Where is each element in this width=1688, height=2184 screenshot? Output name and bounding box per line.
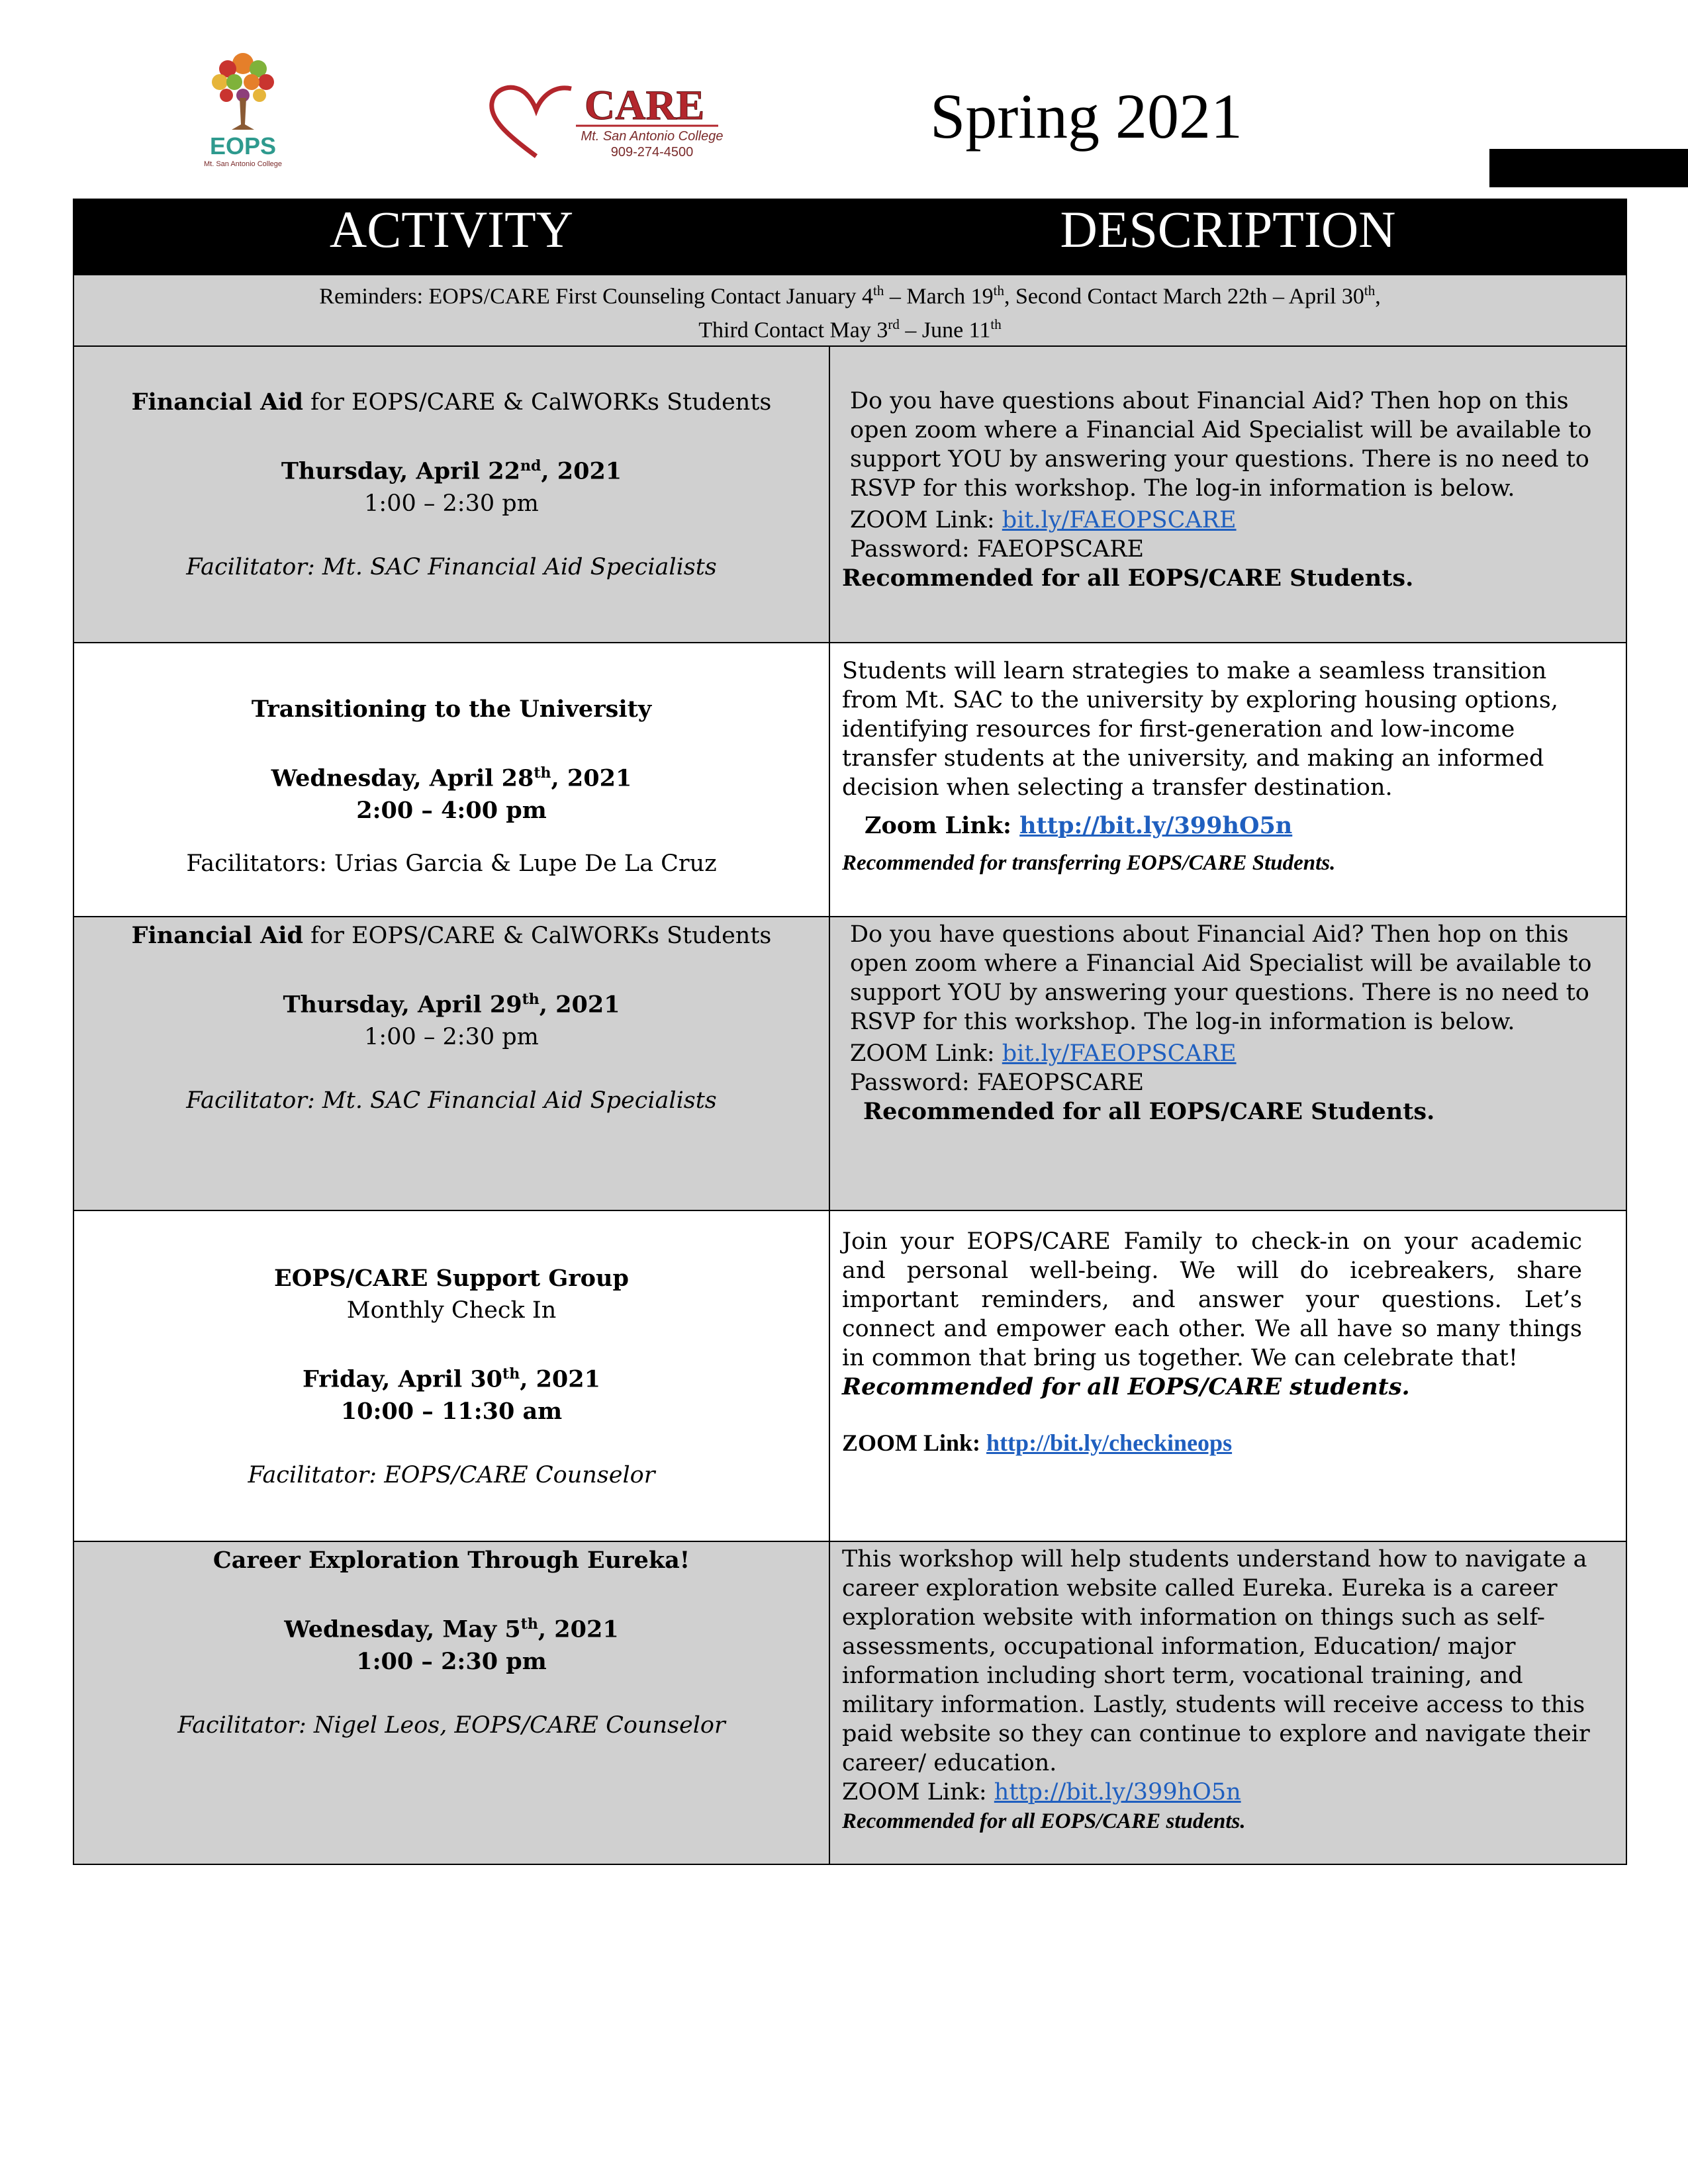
care-logo <box>487 78 725 164</box>
col-header-activity: ACTIVITY <box>73 199 829 275</box>
description-text: This workshop will help students understand how to navigate a career exploration website called Eureka. Eureka is a career exploration website with information on things such as self-assessments, occupational information, Education/ major information including short term, vocational training, and military information. Lastly, students will receive access to this paid website so they can continue to explore and navigate their career/ education. <box>842 1546 1590 1776</box>
activity-cell <box>73 643 829 917</box>
activity-title: Financial Aid for EOPS/CARE & CalWORKs Students <box>131 922 772 949</box>
activity-facilitator: Facilitator: Nigel Leos, EOPS/CARE Counselor <box>177 1711 726 1739</box>
activity-time: 1:00 – 2:30 pm <box>364 1023 539 1050</box>
description-text: Join your EOPS/CARE Family to check-in on your academic and personal well-being. We will do icebreakers, share important reminders, and answer your questions. Let’s connect and empower each other. We all have so many things in common that bring us together. We can celebrate that! <box>842 1228 1582 1371</box>
table-row <box>73 643 1626 917</box>
zoom-link[interactable]: http://bit.ly/399hO5n <box>994 1779 1241 1805</box>
description-text: Do you have questions about Financial Aid? Then hop on this open zoom where a Financial Aid Specialist will be available to support YOU by answering your questions. There is no need to RSVP for this workshop. The log-in information is below. <box>850 388 1592 502</box>
activity-title: Financial Aid for EOPS/CARE & CalWORKs Students <box>131 388 772 416</box>
reminder-row <box>73 275 1626 346</box>
activity-subtitle: Monthly Check In <box>346 1297 557 1324</box>
description-text: Do you have questions about Financial Aid? Then hop on this open zoom where a Financial Aid Specialist will be available to support YOU by answering your questions. There is no need to RSVP for this workshop. The log-in information is below. <box>850 921 1592 1035</box>
activity-facilitator: Facilitator: Mt. SAC Financial Aid Specialists <box>186 1087 717 1114</box>
svg-text:Mt. San Antonio College: Mt. San Antonio College <box>581 129 724 144</box>
description-cell <box>829 1541 1626 1864</box>
description-cell <box>829 346 1626 643</box>
activity-cell <box>73 1210 829 1541</box>
svg-text:Mt. San Antonio College: Mt. San Antonio College <box>203 160 283 168</box>
zoom-link[interactable]: http://bit.ly/checkineops <box>986 1430 1233 1456</box>
activity-time: 1:00 – 2:30 pm <box>364 490 539 517</box>
care-heart-icon <box>487 78 725 164</box>
zoom-link[interactable]: http://bit.ly/399hO5n <box>1019 812 1293 839</box>
eops-logo <box>193 38 293 171</box>
zoom-link[interactable]: bit.ly/FAEOPSCARE <box>1002 1040 1237 1067</box>
zoom-line: ZOOM Link: bit.ly/FAEOPSCARE <box>850 1040 1237 1067</box>
reminder-line-2: Third Contact May 3rd – June 11th <box>698 316 1002 343</box>
eops-tree-icon <box>193 38 293 171</box>
table-row <box>73 917 1626 1210</box>
password-line: Password: FAEOPSCARE <box>850 536 1145 563</box>
activity-cell <box>73 1541 829 1864</box>
recommendation: Recommended for all EOPS/CARE Students. <box>863 1098 1435 1125</box>
svg-text:CARE: CARE <box>585 81 705 128</box>
reminder-cell <box>73 275 1626 346</box>
recommendation: Recommended for all EOPS/CARE Students. <box>842 565 1414 592</box>
svg-text:909-274-4500: 909-274-4500 <box>610 145 694 159</box>
description-cell <box>829 643 1626 917</box>
activity-title: EOPS/CARE Support Group <box>274 1265 629 1292</box>
description-cell <box>829 917 1626 1210</box>
activity-cell <box>73 917 829 1210</box>
activity-date: Thursday, April 29th, 2021 <box>283 991 620 1019</box>
svg-text:EOPS: EOPS <box>209 132 277 159</box>
password-line: Password: FAEOPSCARE <box>850 1069 1145 1096</box>
activity-facilitator: Facilitator: EOPS/CARE Counselor <box>248 1461 655 1488</box>
description-cell <box>829 1210 1626 1541</box>
activity-date: Thursday, April 22nd, 2021 <box>281 457 622 485</box>
reminder-line-1: Reminders: EOPS/CARE First Counseling Contact January 4th – March 19th, Second Contact March 22th – April 30th, <box>319 282 1381 308</box>
zoom-line: Zoom Link: http://bit.ly/399hO5n <box>865 812 1293 839</box>
activity-title: Transitioning to the University <box>251 696 652 723</box>
workshop-schedule-table <box>73 199 1627 1865</box>
semester-title: Spring 2021 <box>930 81 1243 152</box>
col-header-description: DESCRIPTION <box>829 199 1626 275</box>
decorative-black-bar <box>1489 149 1688 187</box>
table-row <box>73 1541 1626 1864</box>
zoom-link[interactable]: bit.ly/FAEOPSCARE <box>1002 507 1237 533</box>
activity-time: 2:00 – 4:00 pm <box>356 796 547 824</box>
activity-time: 10:00 – 11:30 am <box>340 1397 563 1425</box>
recommendation: Recommended for all EOPS/CARE students. <box>842 1373 1410 1400</box>
activity-facilitator: Facilitator: Mt. SAC Financial Aid Specialists <box>186 553 717 580</box>
activity-title: Career Exploration Through Eureka! <box>212 1547 690 1574</box>
table-row <box>73 1210 1626 1541</box>
recommendation: Recommended for transferring EOPS/CARE Students. <box>842 851 1336 875</box>
recommendation: Recommended for all EOPS/CARE students. <box>842 1809 1246 1833</box>
activity-facilitator: Facilitators: Urias Garcia & Lupe De La Cruz <box>186 850 717 877</box>
activity-time: 1:00 – 2:30 pm <box>356 1647 547 1675</box>
zoom-line: ZOOM Link: http://bit.ly/399hO5n <box>842 1779 1241 1805</box>
description-text: Students will learn strategies to make a seamless transition from Mt. SAC to the university by exploring housing options, identifying resources for first-generation and low-income transfer students at the university, and making an informed decision when selecting a transfer destination. <box>842 658 1558 801</box>
activity-cell <box>73 346 829 643</box>
zoom-line: ZOOM Link: bit.ly/FAEOPSCARE <box>850 507 1237 533</box>
table-row <box>73 346 1626 643</box>
activity-date: Wednesday, May 5th, 2021 <box>284 1615 619 1643</box>
table-header-row <box>73 199 1626 275</box>
zoom-line: ZOOM Link: http://bit.ly/checkineops <box>842 1430 1233 1456</box>
activity-date: Friday, April 30th, 2021 <box>303 1365 600 1393</box>
activity-date: Wednesday, April 28th, 2021 <box>271 764 632 792</box>
